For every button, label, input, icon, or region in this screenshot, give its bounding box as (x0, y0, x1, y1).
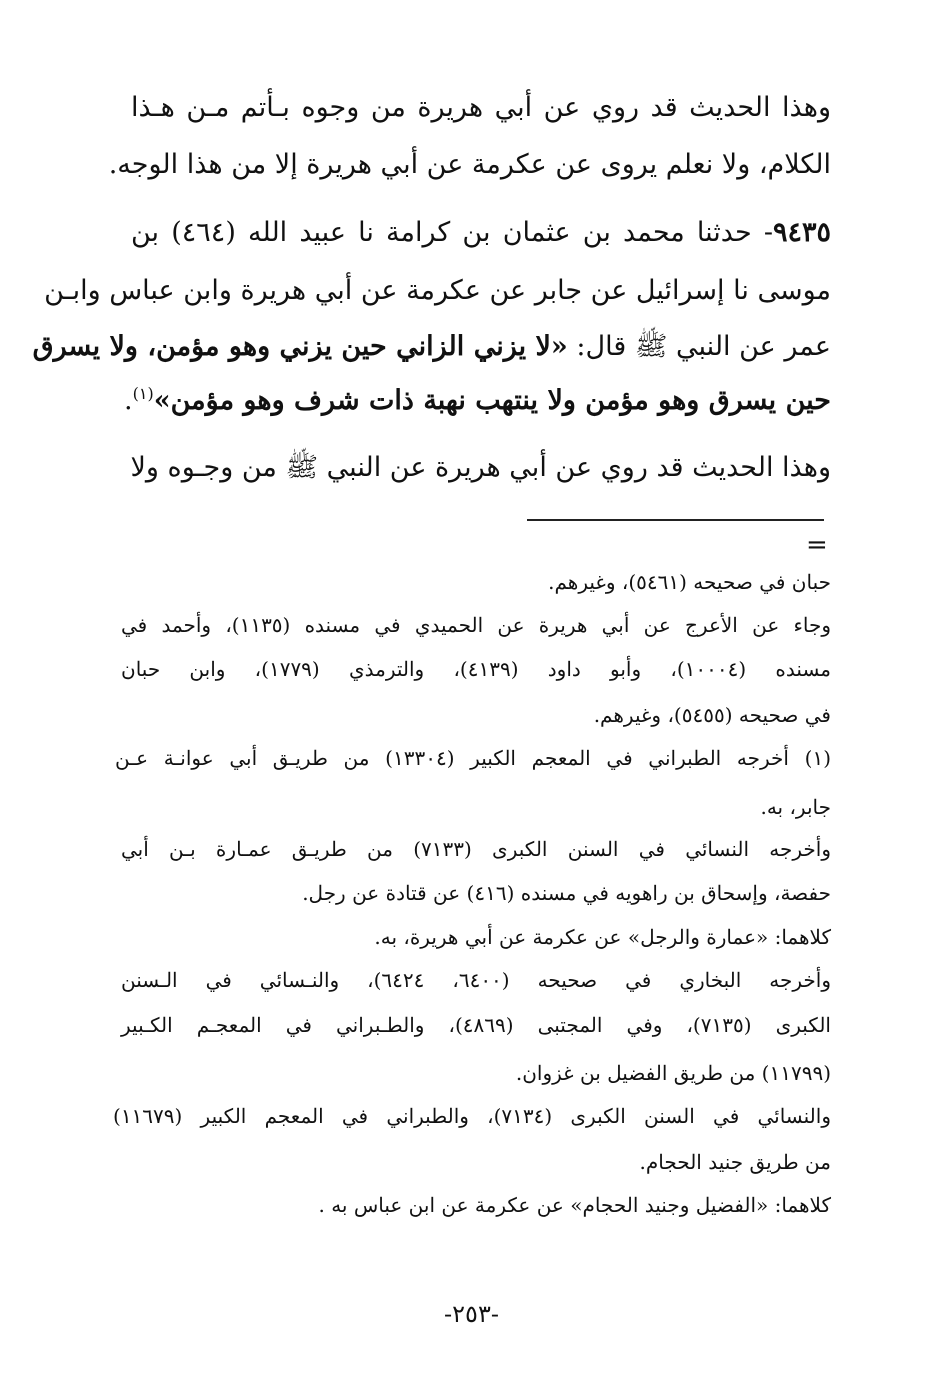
main-line: وهذا الحديث قد روي عن أبي هريرة من وجوه بـأتم مـن هـذا (131, 92, 831, 123)
footnote-separator (527, 519, 824, 521)
hadith-intro: عمر عن النبي ﷺ قال: (576, 331, 831, 362)
footnote-line: كلاهما: «الفضيل وجنيد الحجام» عن عكرمة عن ابن عباس به . (318, 1193, 831, 1217)
footnote-line: كلاهما: «عمارة والرجل» عن عكرمة عن أبي هريرة، به. (374, 925, 831, 949)
footnote-line: حبان في صحيحه (٥٤٦١)، وغيرهم. (548, 570, 831, 594)
footnote-ref: (١) (132, 384, 154, 403)
footnote-line: وجاء عن الأعرج عن أبي هريرة عن الحميدي في مسنده (١١٣٥)، وأحمد في (121, 613, 831, 637)
hadith-line (124, 384, 831, 416)
hadith-matn: حين يسرق وهو مؤمن ولا ينتهب نهبة ذات شرف وهو مؤمن» (153, 385, 831, 416)
footnote-line: وأخرجه النسائي في السنن الكبرى (٧١٣٣) من طريـق عمـارة بـن أبي (121, 837, 831, 861)
hadith-chain: - حدثنا محمد بن عثمان بن كرامة نا عبيد الله (٤٦٤) بن (131, 217, 773, 248)
footnote-line: جابر، به. (760, 795, 831, 819)
footnote-line: (١) أخرجه الطبراني في المعجم الكبير (١٣٣٠٤) من طريـق أبي عوانـة عـن (115, 746, 831, 770)
page-number: -٢٥٣- (444, 1300, 499, 1328)
footnote-line: من طريق جنيد الحجام. (639, 1150, 831, 1174)
footnote-line: والنسائي في السنن الكبرى (٧١٣٤)، والطبراني في المعجم الكبير (١١٦٧٩) (113, 1104, 831, 1128)
hadith-line (32, 329, 831, 369)
main-line: الكلام، ولا نعلم يروى عن عكرمة عن أبي هريرة إلا من هذا الوجه. (108, 149, 831, 180)
footnote-line: (١١٧٩٩) من طريق الفضيل بن غزوان. (515, 1061, 831, 1085)
main-line: وهذا الحديث قد روي عن أبي هريرة عن النبي ﷺ من وجـوه ولا (130, 452, 831, 483)
footnote-line: وأخرجه البخاري في صحيحه (٦٤٠٠، ٦٤٢٤)، والنـسائي في الـسنن (121, 968, 832, 992)
footnote-line: الكبرى (٧١٣٥)، وفي المجتبى (٤٨٦٩)، والطـبراني في المعجـم الكـبير (121, 1013, 831, 1037)
continuation-mark: = (806, 530, 828, 560)
hadith-matn: «لا يزني الزاني حين يزني وهو مؤمن، ولا يسرق (32, 331, 568, 362)
footnote-line: في صحيحه (٥٤٥٥)، وغيرهم. (593, 703, 831, 727)
period: . (124, 385, 133, 416)
footnote-line: حفصة، وإسحاق بن راهويه في مسنده (٤١٦) عن قتادة عن رجل. (302, 881, 831, 905)
hadith-line (131, 217, 831, 248)
footnote-line: مسنده (١٠٠٠٤)، وأبو داود (٤١٣٩)، والترمذي (١٧٧٩)، وابن حبان (121, 657, 831, 681)
hadith-number: ٩٤٣٥ (772, 217, 831, 248)
hadith-line: موسى نا إسرائيل عن جابر عن عكرمة عن أبي هريرة وابن عباس وابـن (44, 275, 831, 306)
